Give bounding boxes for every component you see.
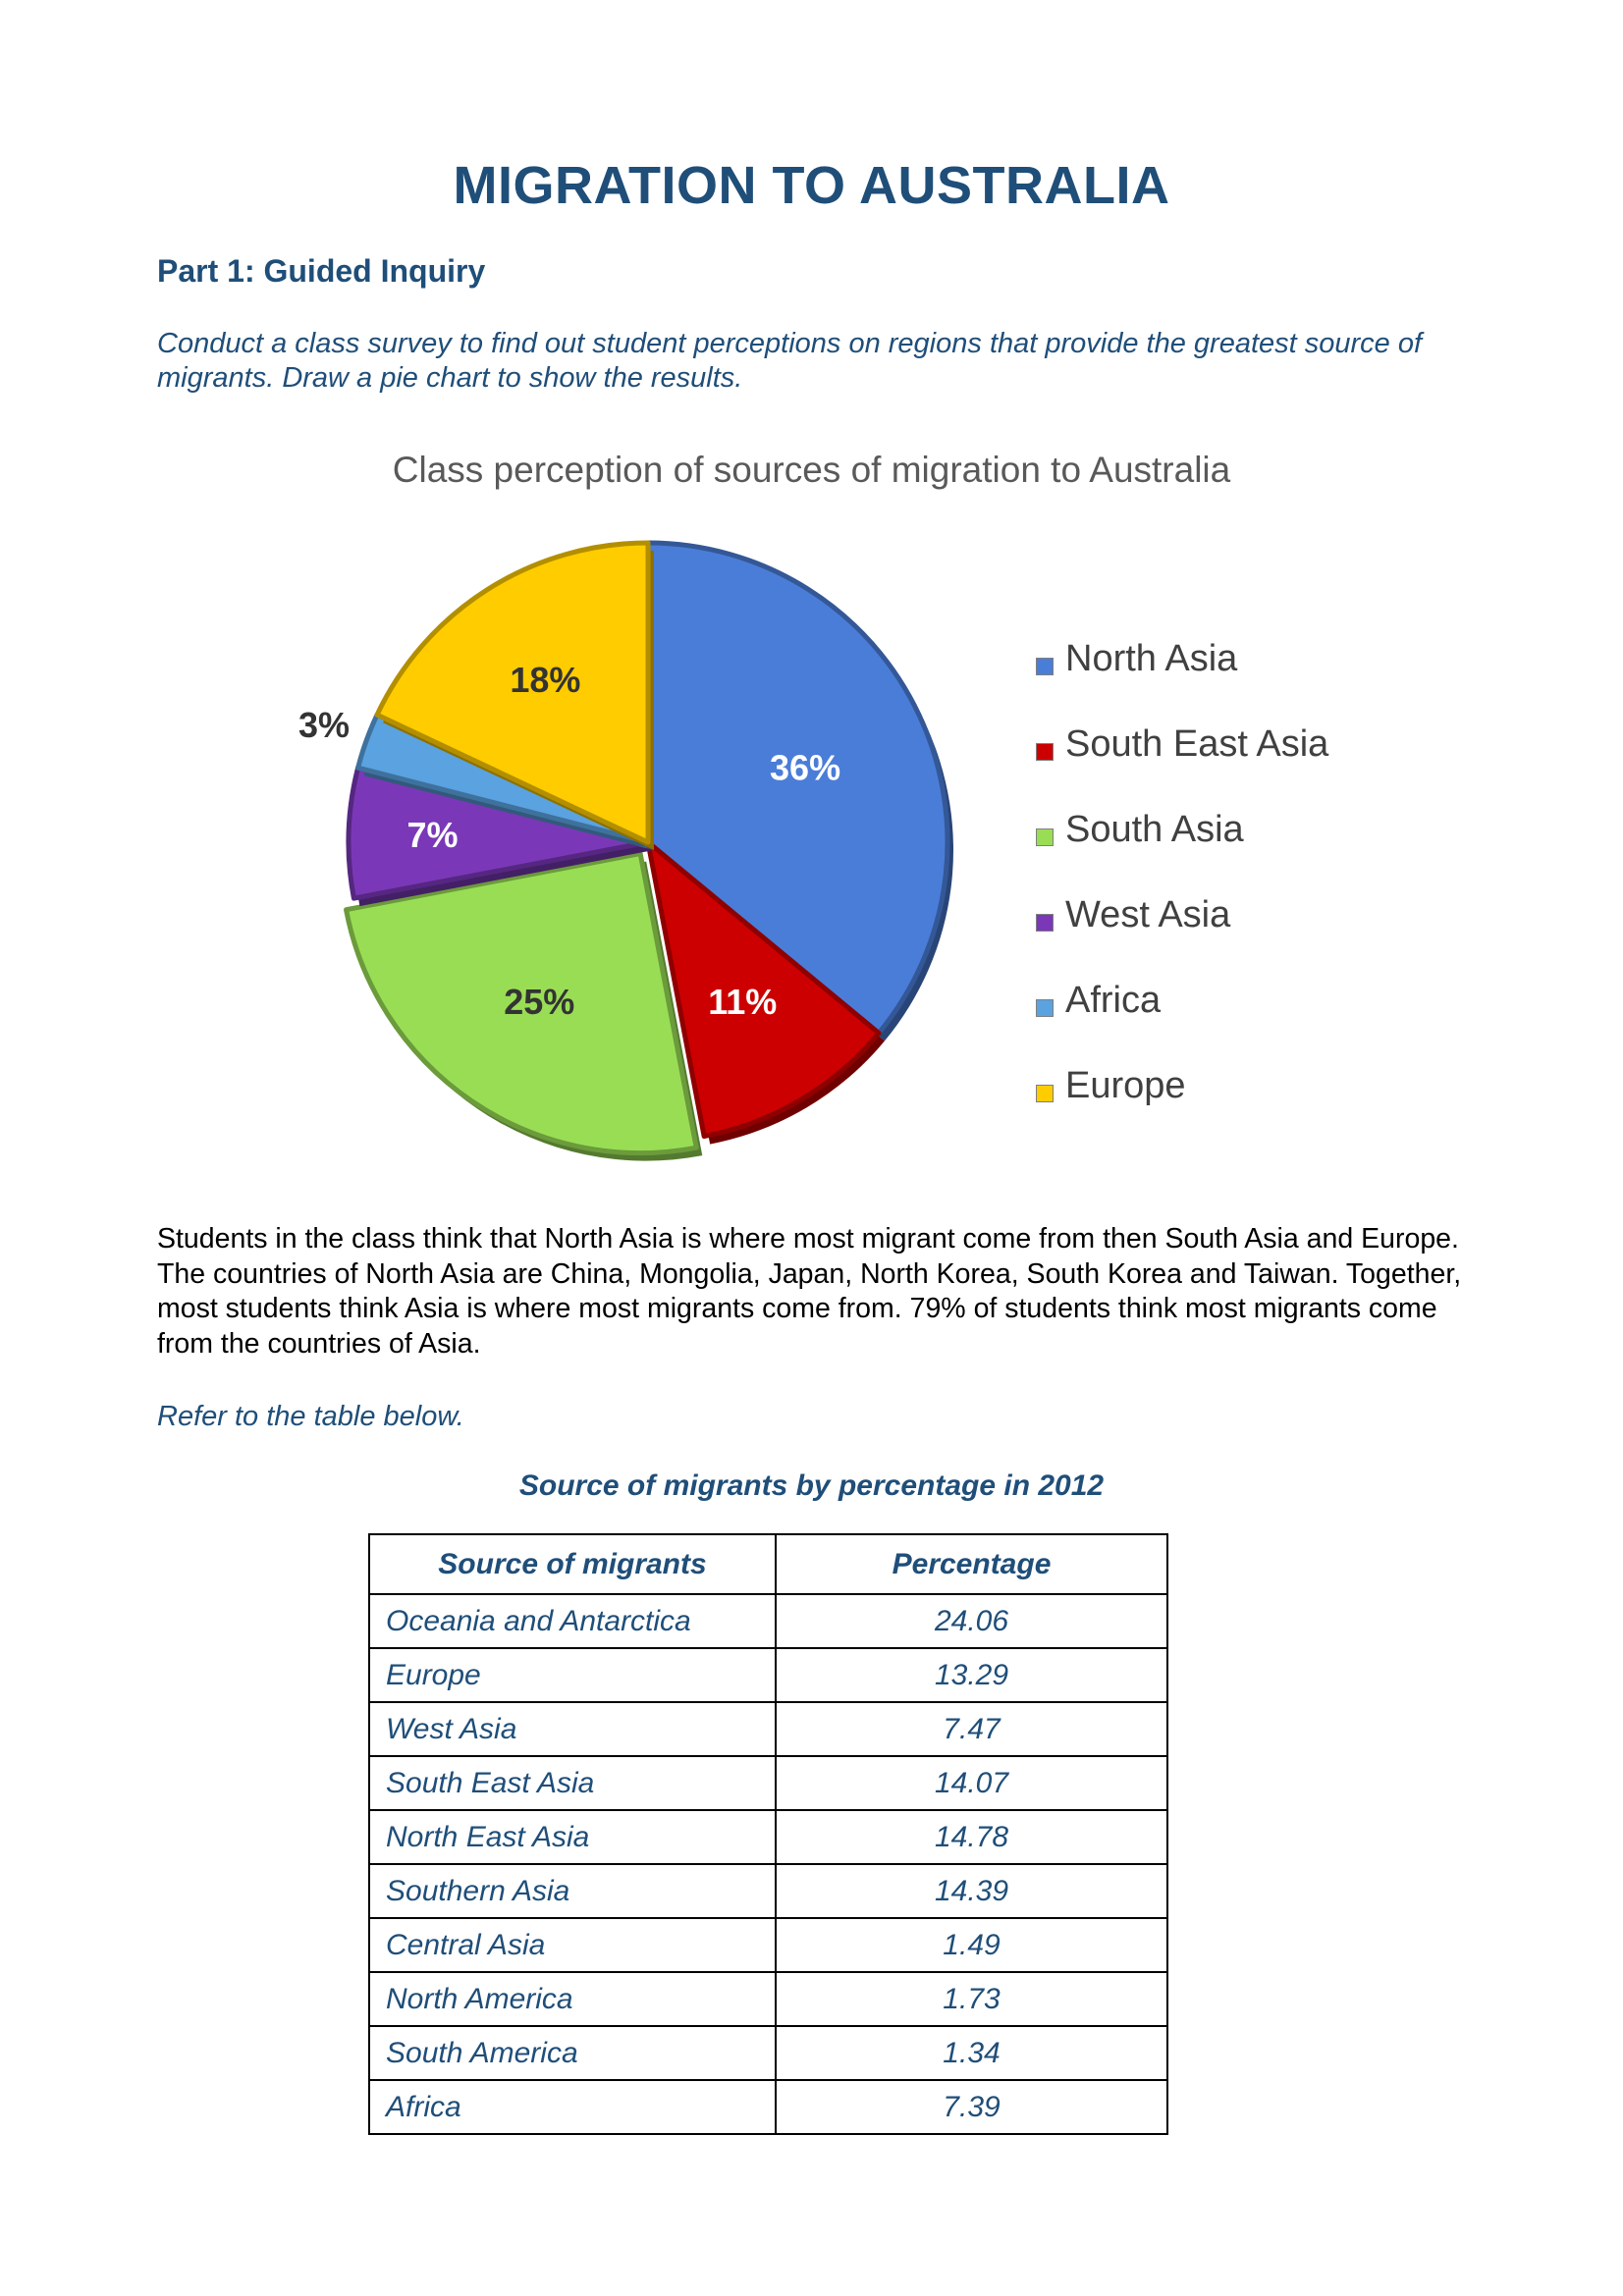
source-cell: South America	[369, 2026, 776, 2080]
table-row	[369, 2026, 1167, 2080]
legend-swatch	[1036, 1085, 1054, 1102]
source-cell: South East Asia	[369, 1756, 776, 1810]
part-heading: Part 1: Guided Inquiry	[157, 253, 486, 289]
legend-label: Europe	[1065, 1065, 1186, 1106]
source-cell: Africa	[369, 2080, 776, 2134]
percentage-cell: 13.29	[776, 1648, 1167, 1702]
pie-chart	[295, 510, 1001, 1178]
slice-label: 18%	[510, 660, 581, 701]
table-row	[369, 1648, 1167, 1702]
table-header-row	[369, 1534, 1167, 1594]
percentage-cell: 14.78	[776, 1810, 1167, 1864]
table-title: Source of migrants by percentage in 2012	[518, 1469, 1105, 1502]
percentage-cell: 1.49	[776, 1918, 1167, 1972]
percentage-cell: 24.06	[776, 1594, 1167, 1648]
legend-label: West Asia	[1065, 894, 1231, 935]
table-row	[369, 2080, 1167, 2134]
migrants-table	[368, 1533, 1168, 2135]
percentage-cell: 14.39	[776, 1864, 1167, 1918]
table-row	[369, 1972, 1167, 2026]
source-cell: North America	[369, 1972, 776, 2026]
chart-title: Class perception of sources of migration to Australia	[392, 450, 1231, 490]
instruction-text: Conduct a class survey to find out student perceptions on regions that provide the greatest source of migrants. Draw a pie chart to show the results.	[157, 328, 1423, 394]
source-cell: Central Asia	[369, 1918, 776, 1972]
percentage-cell: 1.73	[776, 1972, 1167, 2026]
percentage-cell: 14.07	[776, 1756, 1167, 1810]
legend-label: South Asia	[1065, 809, 1244, 850]
percentage-cell: 7.47	[776, 1702, 1167, 1756]
percentage-cell: 7.39	[776, 2080, 1167, 2134]
summary-paragraph: Students in the class think that North Asia is where most migrant come from then South Asia and Europe. The countries of North Asia are China, Mongolia, Japan, North Korea, South Korea and Taiwan. Together, most students think Asia is where most migrants come from. 79% of students think most migrants come from the countries of Asia.	[157, 1223, 1462, 1360]
table-body	[369, 1594, 1167, 2134]
table-row	[369, 1918, 1167, 1972]
column-header-source: Source of migrants	[369, 1534, 776, 1594]
legend-swatch	[1036, 658, 1054, 675]
legend-swatch	[1036, 743, 1054, 761]
slice-label: 3%	[298, 705, 351, 746]
page-title: MIGRATION TO AUSTRALIA	[453, 156, 1170, 215]
source-cell: Southern Asia	[369, 1864, 776, 1918]
table-row	[369, 1864, 1167, 1918]
percentage-cell: 1.34	[776, 2026, 1167, 2080]
legend-swatch	[1036, 828, 1054, 846]
legend-swatch	[1036, 914, 1054, 932]
table-row	[369, 1756, 1167, 1810]
table-row	[369, 1810, 1167, 1864]
legend-label: North Asia	[1065, 638, 1238, 679]
slice-label: 11%	[708, 981, 778, 1022]
legend-swatch	[1036, 999, 1054, 1017]
column-header-percentage: Percentage	[776, 1534, 1167, 1594]
legend-label: Africa	[1065, 980, 1162, 1021]
legend-label: South East Asia	[1065, 723, 1329, 765]
slice-label: 7%	[406, 815, 459, 856]
source-cell: Oceania and Antarctica	[369, 1594, 776, 1648]
slice-label: 36%	[770, 747, 841, 788]
source-cell: Europe	[369, 1648, 776, 1702]
source-cell: North East Asia	[369, 1810, 776, 1864]
table-row	[369, 1702, 1167, 1756]
slice-label: 25%	[504, 981, 575, 1022]
source-cell: West Asia	[369, 1702, 776, 1756]
table-row	[369, 1594, 1167, 1648]
refer-text: Refer to the table below.	[157, 1401, 464, 1432]
